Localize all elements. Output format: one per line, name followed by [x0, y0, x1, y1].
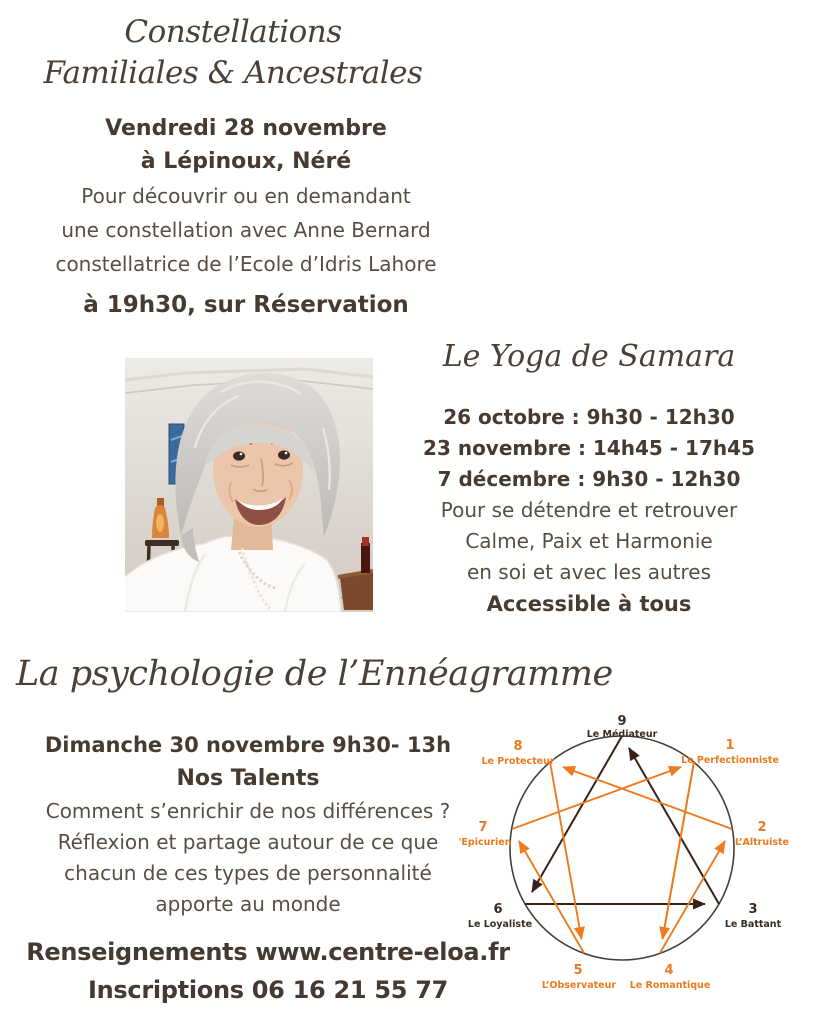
yoga-date-line: 7 décembre : 9h30 - 12h30 — [437, 467, 741, 491]
enneagram-body-line: Réflexion et partage autour de ce que — [57, 830, 439, 854]
point-number-8: 8 — [513, 739, 523, 754]
point-label-8: Le Protecteur — [481, 756, 555, 767]
enneagram-date: Dimanche 30 novembre 9h30- 13h — [44, 733, 452, 757]
yoga-date-line: 23 novembre : 14h45 - 17h45 — [423, 436, 755, 460]
yoga-date-line: 26 octobre : 9h30 - 12h30 — [443, 405, 735, 429]
point-number-5: 5 — [573, 963, 583, 978]
constellations-date-line1: Vendredi 28 novembre — [105, 116, 387, 141]
point-label-3: Le Battant — [724, 919, 782, 930]
footer-contact — [0, 934, 536, 1009]
enneagram-body-line: apporte au monde — [155, 892, 341, 916]
constellations-body-line: Pour découvrir ou en demandant — [81, 184, 411, 208]
portrait-illustration — [125, 358, 373, 612]
footer-website-line: Renseignements www.centre-eloa.fr — [26, 938, 510, 966]
enneagram-circle — [510, 736, 734, 960]
point-number-4: 4 — [664, 963, 674, 978]
title-line-2: Familiales & Ancestrales — [43, 55, 423, 91]
enneagram-hexad-lines — [512, 762, 732, 953]
point-number-2: 2 — [757, 820, 767, 835]
point-number-1: 1 — [725, 738, 735, 753]
constellations-body-line: constellatrice de l’Ecole d’Idris Lahore — [55, 252, 437, 276]
photo-side-table — [145, 540, 179, 546]
enneagram-subtitle: Nos Talents — [176, 766, 320, 791]
portrait-photo — [125, 358, 373, 612]
section-constellations — [0, 112, 492, 322]
yoga-body-line: en soi et avec les autres — [466, 560, 712, 584]
point-number-6: 6 — [493, 902, 503, 917]
point-label-7: 'Epicurien — [458, 837, 512, 848]
page-title — [0, 12, 466, 94]
point-number-3: 3 — [748, 902, 758, 917]
constellations-body-line: une constellation avec Anne Bernard — [61, 218, 431, 242]
point-label-4: Le Romantique — [629, 980, 711, 991]
photo-candle — [361, 543, 370, 573]
enneagram-body-line: Comment s’enrichir de nos différences ? — [45, 799, 451, 823]
footer-phone-line: Inscriptions 06 16 21 55 77 — [88, 976, 448, 1004]
point-label-2: L’Altruiste — [735, 837, 789, 848]
point-label-5: L’Observateur — [541, 980, 617, 991]
point-label-6: Le Loyaliste — [467, 919, 533, 930]
point-number-9: 9 — [617, 714, 627, 729]
point-label-1: Le Perfectionniste — [681, 755, 779, 766]
yoga-body-line: Calme, Paix et Harmonie — [465, 529, 713, 553]
section-yoga — [390, 336, 788, 620]
enneagram-title: La psychologie de l’Ennéagramme — [16, 654, 613, 694]
point-number-7: 7 — [478, 820, 488, 835]
yoga-accessible: Accessible à tous — [486, 592, 692, 616]
point-label-9: Le Médiateur — [586, 729, 658, 740]
enneagram-body-line: chacun de ces types de personnalité — [64, 861, 432, 885]
yoga-body-line: Pour se détendre et retrouver — [440, 498, 738, 522]
section-enneagram-text — [20, 729, 476, 920]
constellations-reservation: à 19h30, sur Réservation — [83, 292, 409, 318]
yoga-title: Le Yoga de Samara — [442, 339, 736, 374]
title-line-1: Constellations — [124, 14, 342, 50]
constellations-date-line2: à Lépinoux, Néré — [140, 149, 352, 174]
